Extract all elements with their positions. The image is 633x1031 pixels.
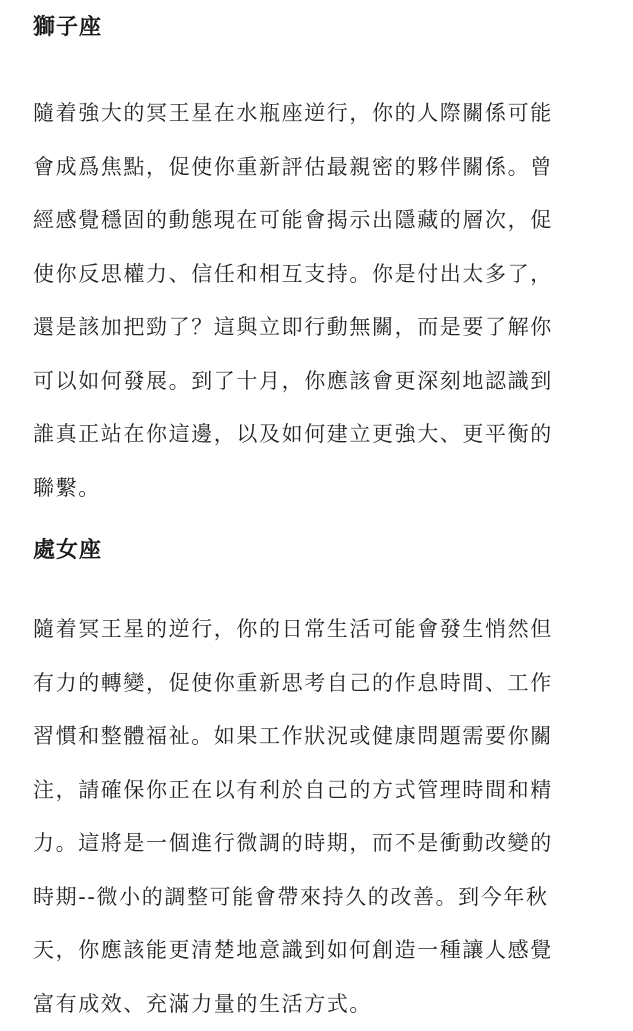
- section-heading-leo: 獅子座: [33, 14, 102, 42]
- paragraph-line: 可以如何發展。到了十月，你應該會更深刻地認識到: [33, 355, 613, 409]
- paragraph-line: 還是該加把勁了？這與立即行動無關，而是要了解你: [33, 301, 613, 355]
- paragraph-line: 有力的轉變，促使你重新思考自己的作息時間、工作: [33, 657, 613, 711]
- paragraph-line: 會成爲焦點，促使你重新評估最親密的夥伴關係。曾: [33, 141, 613, 195]
- paragraph-line: 注，請確保你正在以有利於自己的方式管理時間和精: [33, 764, 613, 818]
- section-paragraph-leo: [33, 87, 613, 515]
- paragraph-line: 習慣和整體福祉。如果工作狀況或健康問題需要你關: [33, 710, 613, 764]
- paragraph-line: 使你反思權力、信任和相互支持。你是付出太多了，: [33, 248, 613, 302]
- section-paragraph-virgo: [33, 603, 613, 1031]
- paragraph-line: 天，你應該能更清楚地意識到如何創造一種讓人感覺: [33, 924, 613, 978]
- paragraph-line: 聯繫。: [33, 462, 613, 516]
- paragraph-line: 力。這將是一個進行微調的時期，而不是衝動改變的: [33, 817, 613, 871]
- paragraph-line: 誰真正站在你這邊，以及如何建立更強大、更平衡的: [33, 408, 613, 462]
- paragraph-line: 隨着冥王星的逆行，你的日常生活可能會發生悄然但: [33, 603, 613, 657]
- section-heading-virgo: 處女座: [33, 537, 102, 565]
- paragraph-line: 隨着強大的冥王星在水瓶座逆行，你的人際關係可能: [33, 87, 613, 141]
- paragraph-line: 經感覺穩固的動態現在可能會揭示出隱藏的層次，促: [33, 194, 613, 248]
- paragraph-line: 時期--微小的調整可能會帶來持久的改善。到今年秋: [33, 871, 613, 925]
- paragraph-line: 富有成效、充滿力量的生活方式。: [33, 978, 613, 1031]
